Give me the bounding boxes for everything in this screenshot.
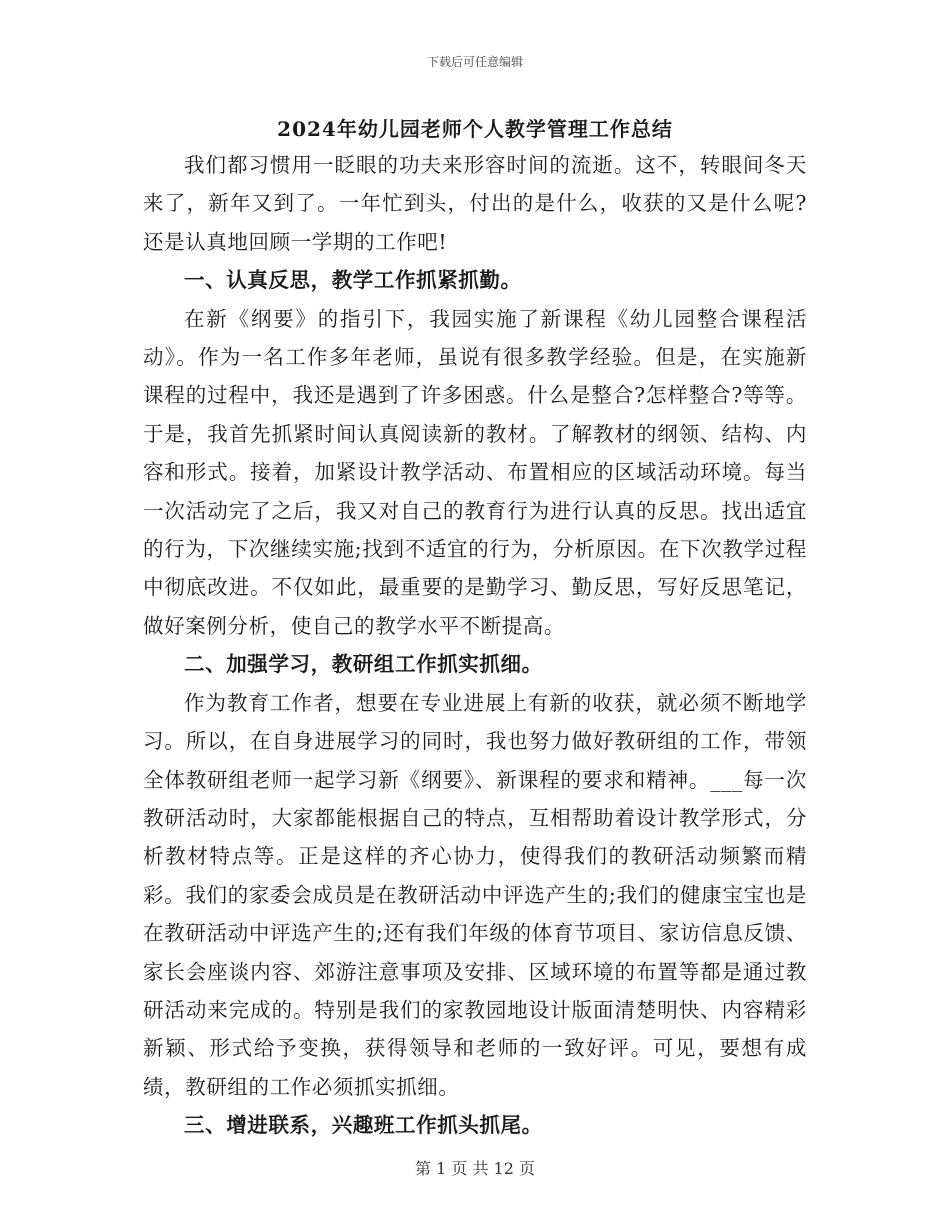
intro-paragraph: 我们都习惯用一眨眼的功夫来形容时间的流逝。这不，转眼间冬天来了，新年又到了。一年忙到头，付出的是什么，收获的又是什么呢?还是认真地回顾一学期的工作吧! [143, 153, 807, 254]
section-heading-2: 二、加强学习，教研组工作抓实抓细。 [184, 652, 543, 677]
section-paragraph-1: 在新《纲要》的指引下，我园实施了新课程《幼儿园整合课程活动》。作为一名工作多年老师，虽说有很多教学经验。但是，在实施新课程的过程中，我还是遇到了许多困惑。什么是整合?怎样整合?等等。于是，我首先抓紧时间认真阅读新的教材。了解教材的纲领、结构、内容和形式。接着，加紧设计教学活动、布置相应的区域活动环境。每当一次活动完了之后，我又对自己的教育行为进行认真的反思。找出适宜的行为，下次继续实施;找到不适宜的行为，分析原因。在下次教学过程中彻底改进。不仅如此，最重要的是勤学习、勤反思，写好反思笔记，做好案例分析，使自己的教学水平不断提高。 [143, 306, 807, 638]
section-heading-3: 三、增进联系，兴趣班工作抓头抓尾。 [184, 1113, 543, 1138]
section-heading-1: 一、认真反思，教学工作抓紧抓勤。 [184, 268, 522, 293]
document-title: 2024年幼儿园老师个人教学管理工作总结 [277, 117, 673, 141]
page-indicator: 第 1 页 共 12 页 [415, 1159, 535, 1178]
section-paragraph-2: 作为教育工作者，想要在专业进展上有新的收获，就必须不断地学习。所以，在自身进展学习的同时，我也努力做好教研组的工作，带领全体教研组老师一起学习新《纲要》、新课程的要求和精神。___每一次教研活动时，大家都能根据自己的特点，互相帮助着设计教学形式，分析教材特点等。正是这样的齐心协力，使得我们的教研活动频繁而精彩。我们的家委会成员是在教研活动中评选产生的;我们的健康宝宝也是在教研活动中评选产生的;还有我们年级的体育节项目、家访信息反馈、家长会座谈内容、郊游注意事项及安排、区域环境的布置等都是通过教研活动来完成的。特别是我们的家教园地设计版面清楚明快、内容精彩新颖、形式给予变换，获得领导和老师的一致好评。可见，要想有成绩，教研组的工作必须抓实抓细。 [143, 690, 807, 1099]
document-body [143, 146, 807, 1145]
header-note: 下载后可任意编辑 [426, 55, 523, 69]
